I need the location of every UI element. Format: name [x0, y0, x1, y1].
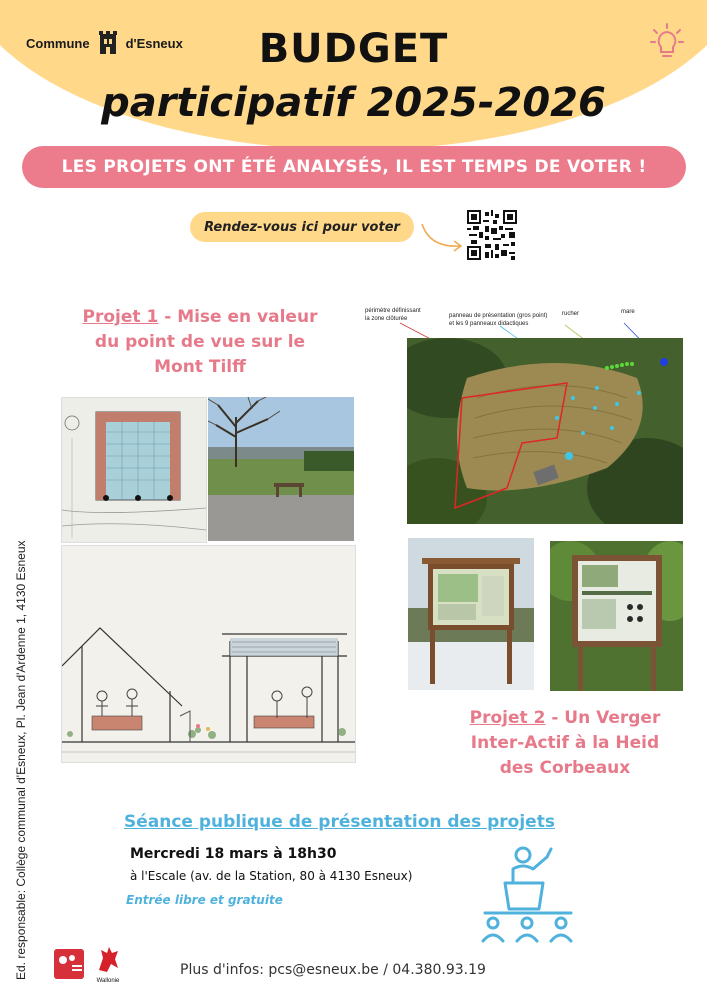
- pcs-logo-icon: [52, 947, 86, 981]
- session-entry: Entrée libre et gratuite: [126, 893, 283, 907]
- project-1-label: Projet 1: [82, 307, 159, 327]
- project-1-line2: du point de vue sur le: [94, 332, 306, 352]
- project-2-line3: des Corbeaux: [499, 758, 631, 778]
- vote-banner: LES PROJETS ONT ÉTÉ ANALYSÉS, IL EST TEMPS DE VOTER !: [22, 146, 686, 188]
- project-2-line1: - Un Verger: [545, 708, 661, 728]
- project-1-line1: - Mise en valeur: [158, 307, 318, 327]
- map-label-panels-1: panneau de présentation (gros point): [449, 313, 548, 319]
- curved-arrow-icon: [420, 220, 470, 256]
- project-1-line3: Mont Tilff: [154, 357, 246, 377]
- shelter-elevation-drawing: [61, 545, 356, 763]
- map-label-rucher: rucher: [562, 311, 580, 317]
- information-panel-photo-2: [550, 541, 683, 691]
- contact-info: Plus d'infos: pcs@esneux.be / 04.380.93.19: [180, 962, 486, 978]
- esneux-label: d'Esneux: [125, 35, 183, 51]
- wallonie-label: Wallonie: [96, 978, 120, 984]
- map-label-zone-2: la zone clôturée: [365, 316, 408, 322]
- title-participatif: participatif 2025-2026: [101, 80, 606, 126]
- project-1-title: [60, 305, 340, 380]
- session-date: Mercredi 18 mars à 18h30: [130, 846, 337, 862]
- map-label-panels-2: et les 9 panneaux didactiques: [449, 321, 529, 327]
- aerial-map-image: [407, 338, 683, 524]
- information-panel-photo-1: [408, 538, 534, 690]
- project-2-label: Projet 2: [469, 708, 546, 728]
- title-budget: BUDGET: [258, 26, 449, 72]
- speaker-audience-icon: [475, 843, 580, 943]
- lightbulb-icon: [649, 22, 685, 62]
- plan-drawing-image: [61, 397, 207, 543]
- map-label-mare: mare: [621, 309, 635, 315]
- qr-code[interactable]: [467, 210, 517, 260]
- map-label-zone-1: périmètre définissant: [365, 308, 421, 314]
- viewpoint-photo: [208, 397, 354, 541]
- rooster-icon: [93, 944, 123, 974]
- wallonie-logo: [93, 944, 123, 984]
- session-place: à l'Escale (av. de la Station, 80 à 4130 Esneux): [130, 869, 413, 883]
- header-background: [0, 0, 707, 150]
- project-2-title: [430, 706, 700, 781]
- project-2-line2: Inter-Actif à la Heid: [470, 733, 660, 753]
- editor-responsible-text: Ed. responsable: Collège communal d'Esneux, Pl. Jean d'Ardenne 1, 4130 Esneux: [14, 540, 28, 980]
- vote-link-pill[interactable]: Rendez-vous ici pour voter: [190, 212, 414, 242]
- commune-label: Commune: [26, 35, 90, 51]
- session-title: Séance publique de présentation des projets: [124, 812, 555, 832]
